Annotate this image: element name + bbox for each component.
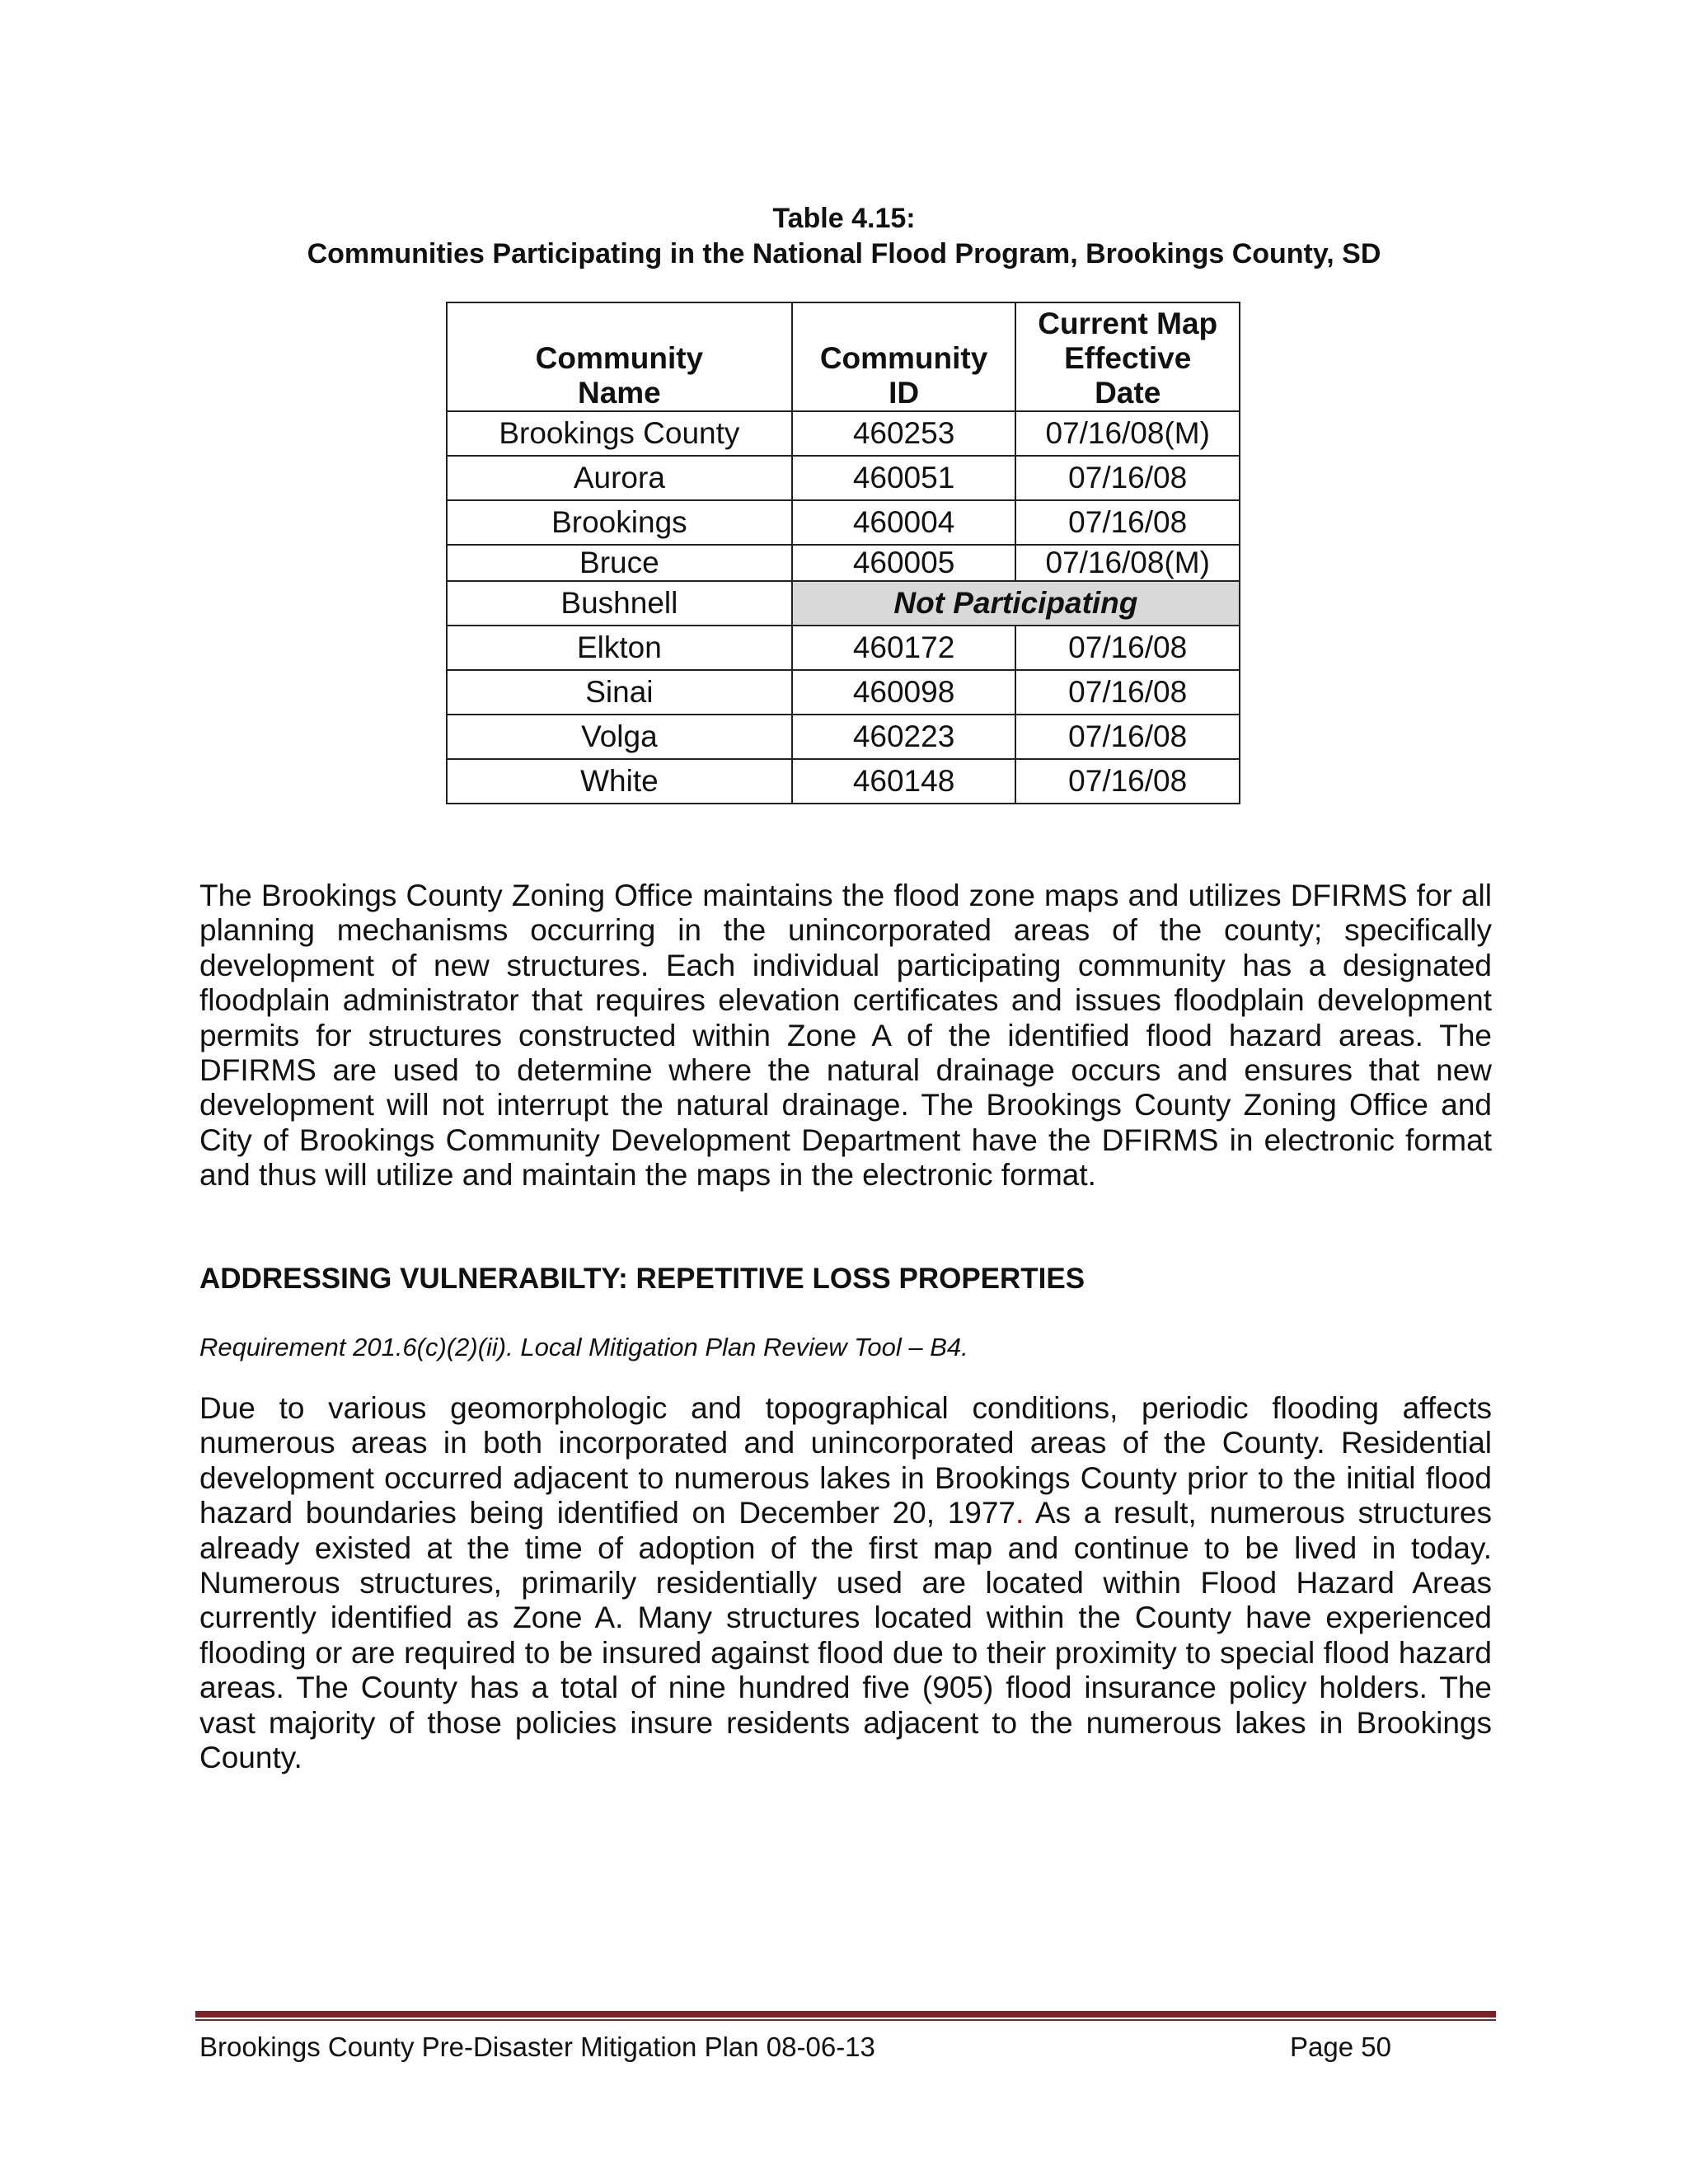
table-row: [447, 500, 1240, 545]
table-row: [447, 411, 1240, 456]
cell-community-name: Brookings County: [447, 411, 792, 456]
flood-program-table: [446, 302, 1240, 804]
footer-rule: [195, 2011, 1496, 2018]
footer-document-title: Brookings County Pre-Disaster Mitigation Plan 08-06-13: [199, 2032, 875, 2062]
red-period: .: [1015, 1496, 1025, 1530]
table-row: [447, 670, 1240, 715]
cell-effective-date: 07/16/08(M): [1015, 545, 1240, 581]
cell-community-name: Brookings: [447, 500, 792, 545]
cell-effective-date: 07/16/08: [1015, 670, 1240, 715]
repetitive-loss-paragraph: [199, 1391, 1492, 1775]
table-row: [447, 759, 1240, 804]
cell-community-name: Volga: [447, 715, 792, 759]
cell-effective-date: 07/16/08: [1015, 759, 1240, 804]
section-heading: ADDRESSING VULNERABILTY: REPETITIVE LOSS PROPERTIES: [199, 1263, 1085, 1295]
zoning-office-paragraph: The Brookings County Zoning Office maintains the flood zone maps and utilizes DFIRMS for all planning mechanisms occurring in the unincorporated areas of the county; specifically development of new structures. Each individual participating community has a designated floodplain administrator that requires elevation certificates and issues floodplain development permits for structures constructed within Zone A of the identified flood hazard areas. The DFIRMS are used to determine where the natural drainage occurs and ensures that new development will not interrupt the natural drainage. The Brookings County Zoning Office and City of Brookings Community Development Department have the DFIRMS in electronic format and thus will utilize and maintain the maps in the electronic format.: [199, 879, 1492, 1193]
header-community-name: Community Name: [447, 302, 792, 411]
table-row: [447, 626, 1240, 670]
table-caption-number: Table 4.15:: [772, 203, 916, 234]
cell-community-name: Bushnell: [447, 581, 792, 626]
footer-page-number: Page 50: [1290, 2032, 1391, 2062]
cell-community-name: Sinai: [447, 670, 792, 715]
cell-community-id: 460172: [792, 626, 1016, 670]
cell-community-id: 460253: [792, 411, 1016, 456]
cell-community-name: Elkton: [447, 626, 792, 670]
paragraph-text: Due to various geomorphologic and topographical conditions, periodic flooding affects numerous areas in both incorporated and unincorporated areas of the County. Residential development occurred adjacent to numerous lakes in Brookings County prior to the initial flood hazard boundaries being identified on December 20, 1977: [199, 1391, 1492, 1530]
cell-community-id: 460223: [792, 715, 1016, 759]
cell-not-participating: Not Participating: [792, 581, 1240, 626]
table-header-row: [447, 302, 1240, 411]
table-row: [447, 456, 1240, 500]
cell-community-id: 460098: [792, 670, 1016, 715]
cell-community-id: 460004: [792, 500, 1016, 545]
cell-community-id: 460148: [792, 759, 1016, 804]
footer-rule-thin: [195, 2019, 1496, 2021]
cell-effective-date: 07/16/08: [1015, 626, 1240, 670]
table-row: [447, 715, 1240, 759]
requirement-reference: Requirement 201.6(c)(2)(ii). Local Mitigation Plan Review Tool – B4.: [199, 1333, 968, 1361]
table-row: [447, 581, 1240, 626]
cell-effective-date: 07/16/08: [1015, 715, 1240, 759]
table-row: [447, 545, 1240, 581]
cell-community-name: White: [447, 759, 792, 804]
cell-effective-date: 07/16/08(M): [1015, 411, 1240, 456]
cell-community-id: 460005: [792, 545, 1016, 581]
paragraph-text: As a result, numerous structures already existed at the time of adoption of the first map and continue to be lived in today. Numerous structures, primarily residentially used are located within Flood Hazard Areas currently identified as Zone A. Many structures located within the County have experienced flooding or are required to be insured against flood due to their proximity to special flood hazard areas. The County has a total of nine hundred five (905) flood insurance policy holders. The vast majority of those policies insure residents adjacent to the numerous lakes in Brookings County.: [199, 1496, 1493, 1775]
table-caption-title: Communities Participating in the National Flood Program, Brookings County, SD: [307, 238, 1381, 269]
cell-community-name: Bruce: [447, 545, 792, 581]
cell-effective-date: 07/16/08: [1015, 456, 1240, 500]
cell-effective-date: 07/16/08: [1015, 500, 1240, 545]
cell-community-id: 460051: [792, 456, 1016, 500]
cell-community-name: Aurora: [447, 456, 792, 500]
header-effective-date: Current Map Effective Date: [1015, 302, 1240, 411]
header-community-id: Community ID: [792, 302, 1016, 411]
